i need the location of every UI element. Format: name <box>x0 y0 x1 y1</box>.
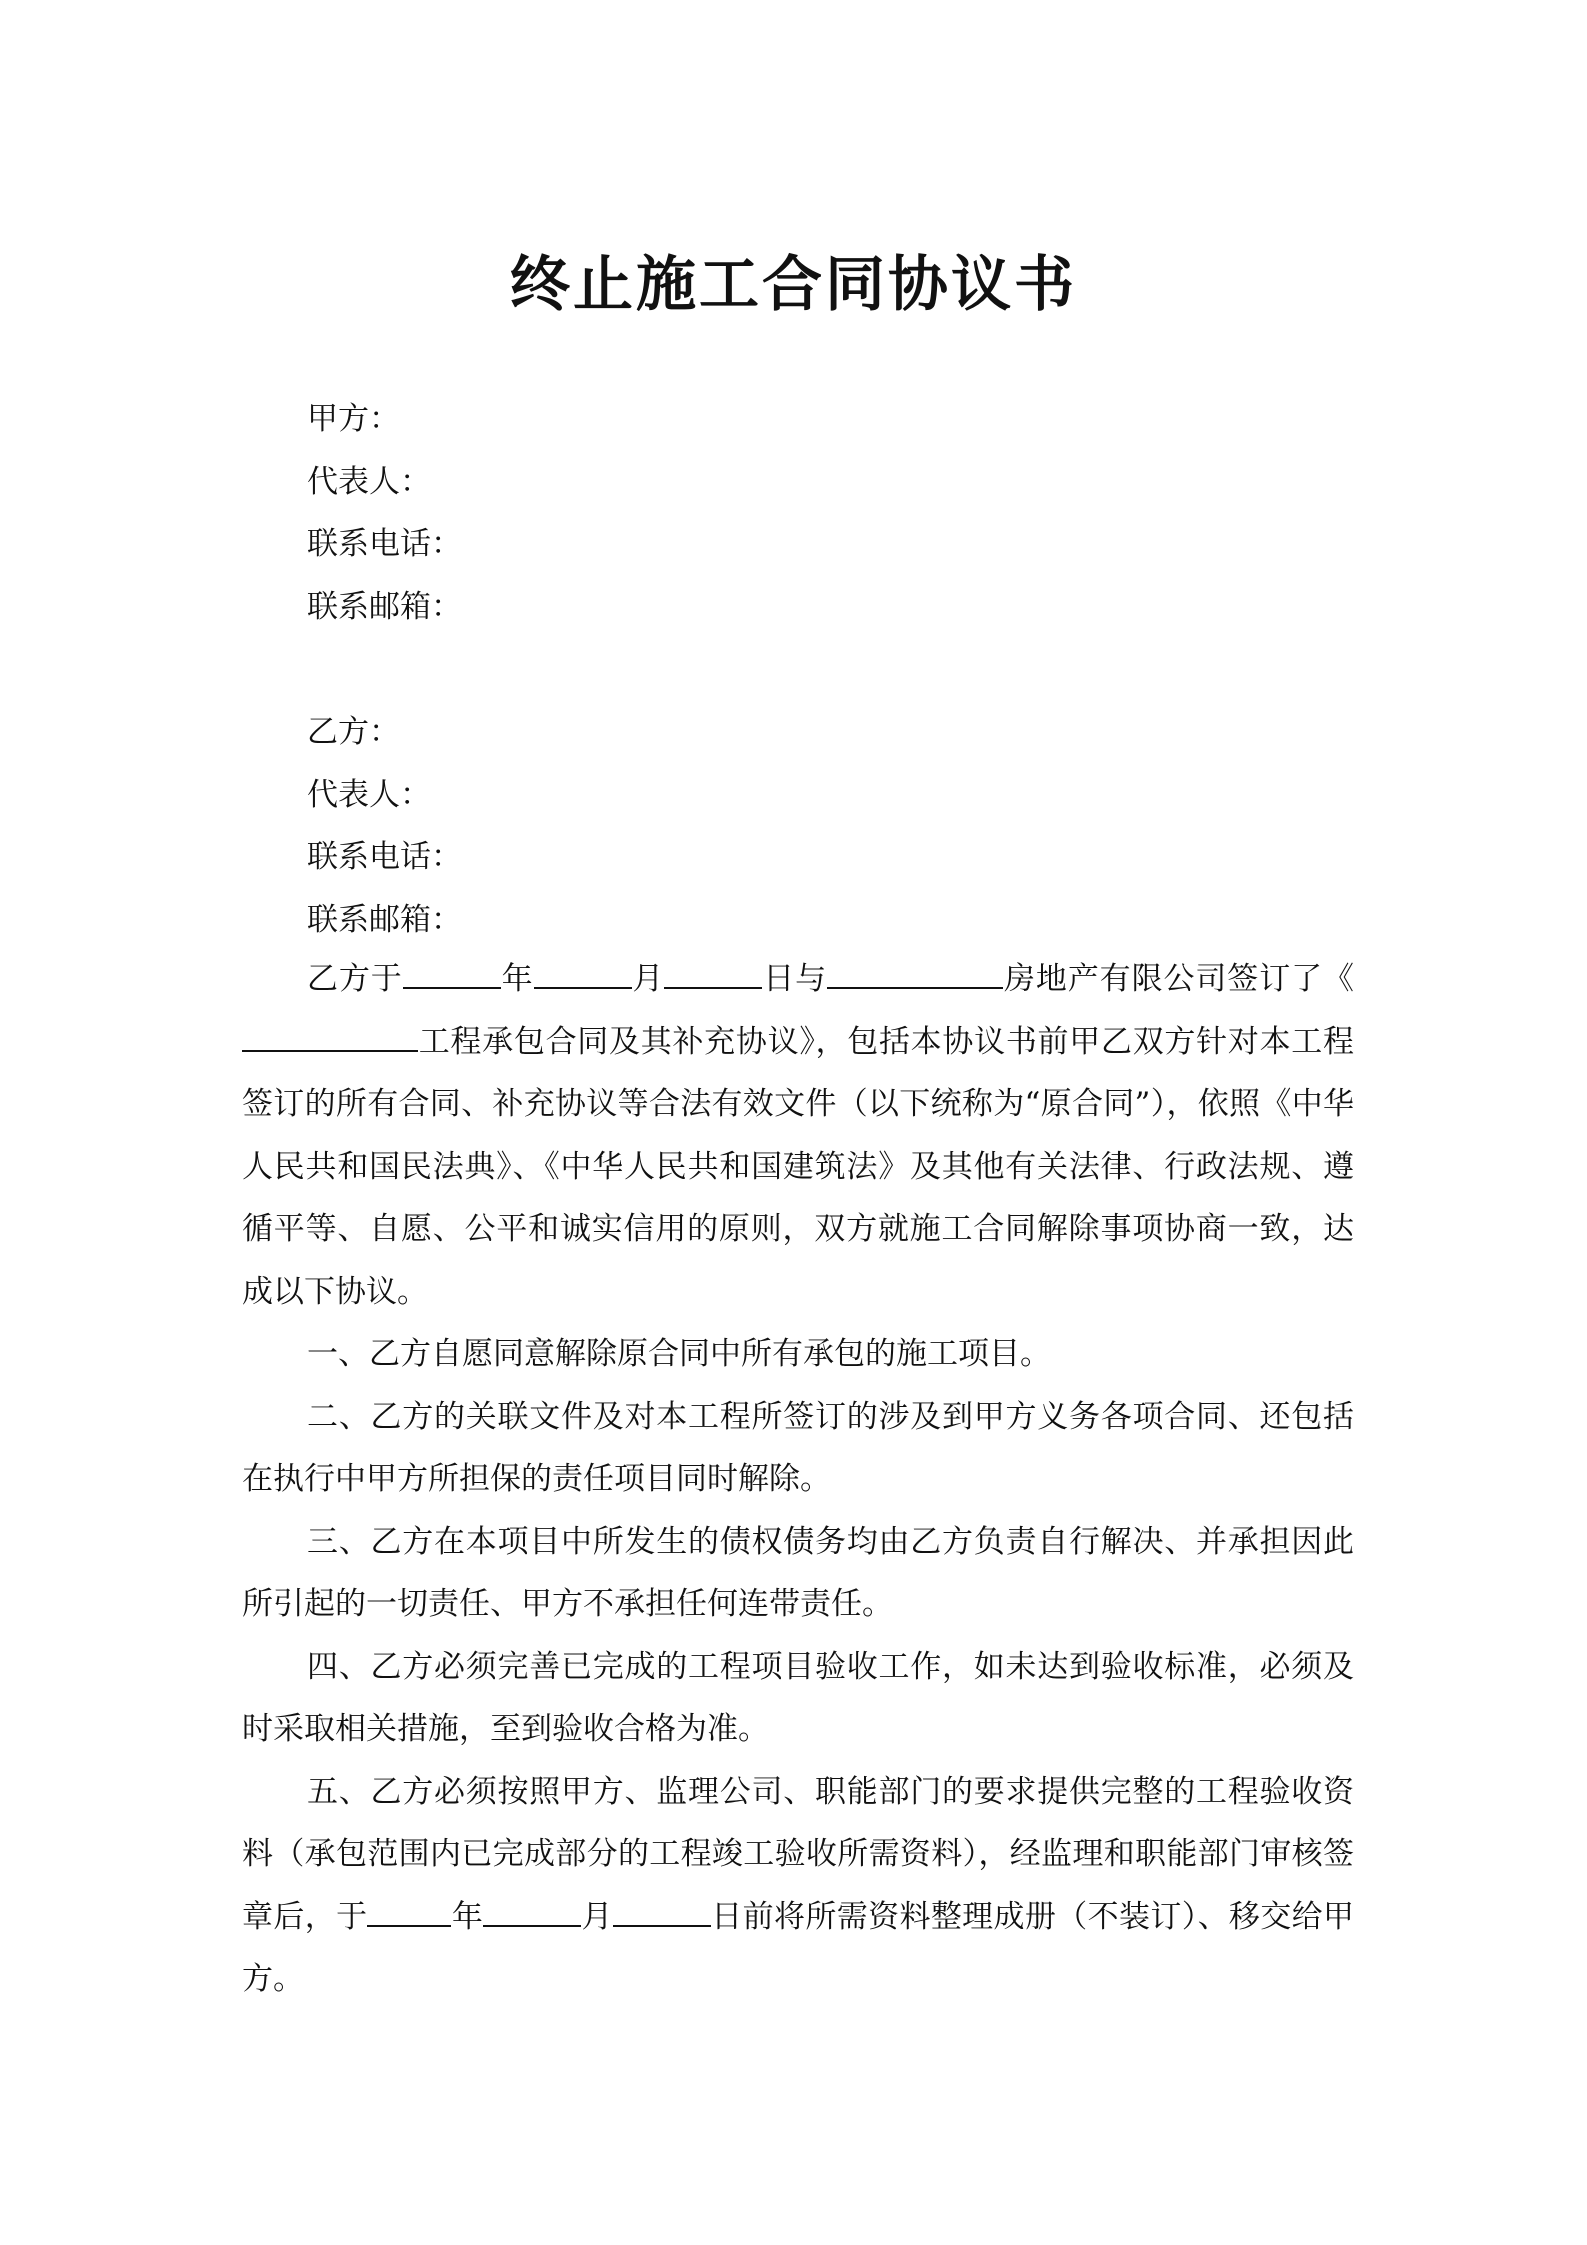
party-b-block <box>307 701 1307 951</box>
deadline-year-blank <box>367 1895 451 1927</box>
sign-day-blank <box>664 957 762 989</box>
party-b-representative-line: 代表人： <box>307 776 431 813</box>
deadline-day-blank <box>613 1895 711 1927</box>
project-name-blank <box>242 1020 418 1052</box>
party-a-name-line: 甲方： <box>307 401 400 437</box>
intro-text: 工程承包合同及其补充协议》，包括本协议书前甲乙双方针对本工程签订的所有合同、补充协议等合法有效文件（以下统称为“原合同”），依照《中华人民共和国民法典》、《中华人民共和国建筑法》及其他有关法律、行政法规、遵循平等、自愿、公平和诚实信用的原则，双方就施工合同解除事项协商一致，达成以下协议。 <box>242 1023 1354 1310</box>
clause-5-text: 日前将所需资料整理成册（不装订）、移交给甲方。 <box>242 1898 1355 1997</box>
party-a-email-line: 联系邮箱： <box>307 588 462 625</box>
clause-5-text: 年 <box>451 1898 484 1935</box>
intro-text: 乙方于 <box>307 961 403 997</box>
clause-5-text: 五、乙方必须按照甲方、监理公司、职能部门的要求提供完整的工程验收资料（承包范围内已完成部分的工程竣工验收所需资料），经监理和职能部门审核签章后，于 <box>242 1773 1354 1935</box>
document-title: 终止施工合同协议书 <box>510 250 1077 320</box>
clause-2: 二、乙方的关联文件及对本工程所签订的涉及到甲方义务各项合同、还包括在执行中甲方所担保的责任项目同时解除。 <box>242 1398 1354 1497</box>
intro-text: 日与 <box>762 961 828 997</box>
intro-paragraph <box>242 948 1354 1323</box>
party-a-block <box>307 388 1307 638</box>
deadline-month-blank <box>483 1895 581 1927</box>
party-b-email-line: 联系邮箱： <box>307 901 462 938</box>
company-name-blank <box>827 957 1003 989</box>
intro-text: 年 <box>500 961 534 997</box>
clause-4: 四、乙方必须完善已完成的工程项目验收工作，如未达到验收标准，必须及时采取相关措施，至到验收合格为准。 <box>242 1648 1354 1747</box>
intro-text: 房地产有限公司签订了《 <box>1003 961 1355 997</box>
clause-5 <box>242 1761 1354 2011</box>
clause-3: 三、乙方在本项目中所发生的债权债务均由乙方负责自行解决、并承担因此所引起的一切责任、甲方不承担任何连带责任。 <box>242 1523 1354 1622</box>
party-b-phone-line: 联系电话： <box>307 839 462 875</box>
party-a-representative-line: 代表人： <box>307 463 431 500</box>
intro-text: 月 <box>631 961 665 997</box>
party-b-name-line: 乙方： <box>307 714 400 750</box>
sign-year-blank <box>403 957 501 989</box>
clause-1: 一、乙方自愿同意解除原合同中所有承包的施工项目。 <box>307 1336 1051 1372</box>
sign-month-blank <box>534 957 632 989</box>
party-a-phone-line: 联系电话： <box>307 526 462 562</box>
clause-5-text: 月 <box>581 1898 613 1935</box>
agreement-body <box>242 948 1354 2011</box>
